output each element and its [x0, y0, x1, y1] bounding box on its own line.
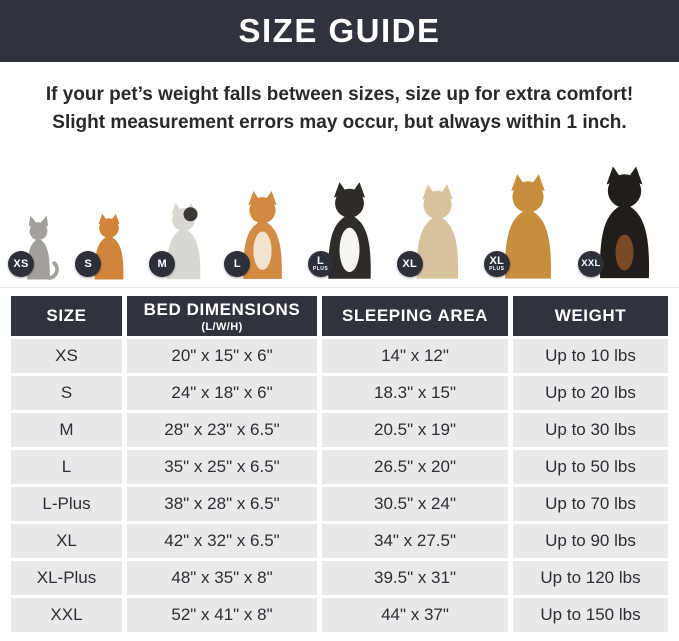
- column-label: WEIGHT: [554, 306, 627, 325]
- subtitle-line-1: If your pet’s weight falls between sizes, size up for extra comfort!: [45, 84, 634, 105]
- size-badge-s: [75, 251, 101, 277]
- column-label: SIZE: [46, 306, 87, 325]
- cell-size: S: [11, 376, 122, 410]
- size-badge-xl-plus: [484, 251, 510, 277]
- table-row-l-plus: [11, 487, 668, 521]
- cell-sleeping-area: 26.5" x 20": [322, 450, 508, 484]
- cell-size: L-Plus: [11, 487, 122, 521]
- table-row-s: [11, 376, 668, 410]
- cell-size: XL-Plus: [11, 561, 122, 595]
- cell-bed-dimensions: 28" x 23" x 6.5": [127, 413, 317, 447]
- animal-xxl: [581, 165, 663, 281]
- badge-label: M: [157, 258, 168, 270]
- animal-s: [83, 213, 135, 281]
- badge-label: XL: [489, 255, 505, 267]
- badge-label: XS: [13, 258, 29, 270]
- animal-m: [157, 202, 210, 281]
- animal-xl-plus: [489, 173, 564, 281]
- cell-sleeping-area: 30.5" x 24": [322, 487, 508, 521]
- subtitle-line-2: Slight measurement errors may occur, but always within 1 inch.: [52, 112, 627, 133]
- section-divider: [0, 287, 679, 288]
- badge-sub-label: PLUS: [312, 266, 329, 272]
- table-row-l: [11, 450, 668, 484]
- table-row-xxl: [11, 598, 668, 632]
- cell-bed-dimensions: 42" x 32" x 6.5": [127, 524, 317, 558]
- table-row-m: [11, 413, 668, 447]
- column-label: BED DIMENSIONS: [143, 299, 301, 319]
- table-header-row: [11, 296, 668, 336]
- column-header-bed-dimensions: [127, 296, 317, 336]
- cell-bed-dimensions: 38" x 28" x 6.5": [127, 487, 317, 521]
- animal-xs: [13, 214, 61, 281]
- column-header-sleeping-area: [322, 296, 508, 336]
- cell-weight: Up to 70 lbs: [513, 487, 668, 521]
- cell-weight: Up to 20 lbs: [513, 376, 668, 410]
- cell-sleeping-area: 34" x 27.5": [322, 524, 508, 558]
- size-guide-banner: [0, 0, 679, 62]
- badge-label: L: [233, 258, 241, 270]
- badge-sub-label: PLUS: [489, 266, 505, 272]
- cell-size: XS: [11, 339, 122, 373]
- size-badge-l-plus: [308, 251, 334, 277]
- cell-size: XXL: [11, 598, 122, 632]
- animal-l-plus: [312, 181, 383, 281]
- table-row-xl: [11, 524, 668, 558]
- size-badge-xxl: [578, 251, 604, 277]
- cell-bed-dimensions: 48" x 35" x 8": [127, 561, 317, 595]
- cell-bed-dimensions: 52" x 41" x 8": [127, 598, 317, 632]
- cell-bed-dimensions: 20" x 15" x 6": [127, 339, 317, 373]
- animal-l: [232, 190, 293, 281]
- size-badge-xs: [8, 251, 34, 277]
- badge-label: XXL: [581, 258, 601, 269]
- animal-xl: [402, 183, 470, 281]
- cell-weight: Up to 150 lbs: [513, 598, 668, 632]
- cell-size: M: [11, 413, 122, 447]
- cell-sleeping-area: 44" x 37": [322, 598, 508, 632]
- cell-sleeping-area: 39.5" x 31": [322, 561, 508, 595]
- subtitle: [0, 81, 679, 137]
- cell-weight: Up to 10 lbs: [513, 339, 668, 373]
- cell-sleeping-area: 18.3" x 15": [322, 376, 508, 410]
- column-header-weight: [513, 296, 668, 336]
- cell-sleeping-area: 20.5" x 19": [322, 413, 508, 447]
- cell-bed-dimensions: 35" x 25" x 6.5": [127, 450, 317, 484]
- pet-size-lineup: [0, 145, 679, 281]
- size-badge-xl: [397, 251, 423, 277]
- page-title: SIZE GUIDE: [238, 12, 441, 49]
- cell-weight: Up to 50 lbs: [513, 450, 668, 484]
- cell-weight: Up to 90 lbs: [513, 524, 668, 558]
- column-header-size: [11, 296, 122, 336]
- cell-bed-dimensions: 24" x 18" x 6": [127, 376, 317, 410]
- cell-sleeping-area: 14" x 12": [322, 339, 508, 373]
- table-row-xs: [11, 339, 668, 373]
- cell-size: L: [11, 450, 122, 484]
- cell-size: XL: [11, 524, 122, 558]
- column-sub-label: (L/W/H): [201, 320, 243, 333]
- cell-weight: Up to 120 lbs: [513, 561, 668, 595]
- badge-label: XL: [402, 258, 418, 270]
- cell-weight: Up to 30 lbs: [513, 413, 668, 447]
- column-label: SLEEPING AREA: [341, 306, 489, 325]
- table-body: [11, 339, 668, 632]
- table-row-xl-plus: [11, 561, 668, 595]
- size-guide-table: [11, 296, 668, 632]
- badge-label: S: [84, 258, 92, 270]
- badge-label: L: [317, 255, 325, 267]
